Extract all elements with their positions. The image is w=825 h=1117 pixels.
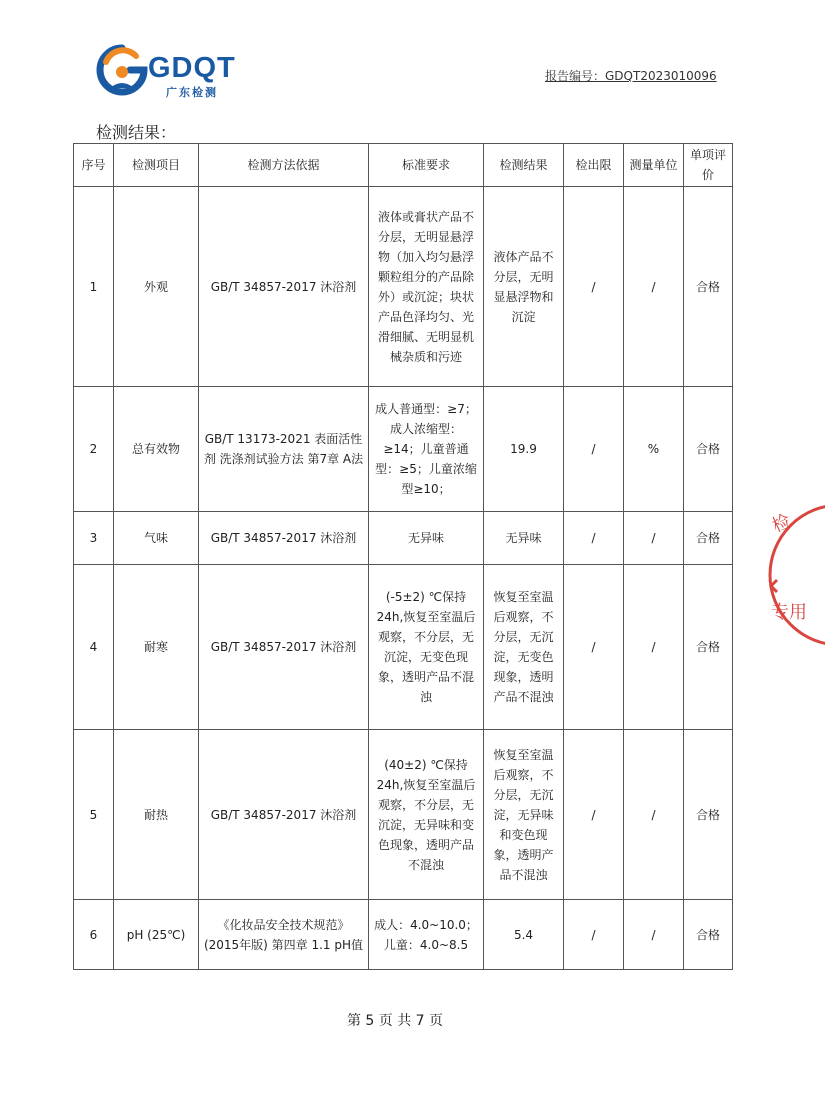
cell-unit: /	[624, 900, 684, 970]
cell-item: 气味	[114, 512, 199, 565]
table-row	[74, 900, 733, 970]
table-header-row	[74, 144, 733, 187]
inspection-stamp	[765, 500, 825, 650]
logo-subtext: 广东检测	[166, 86, 218, 99]
svg-text:专用: 专用	[771, 602, 807, 623]
header-requirement: 标准要求	[369, 144, 484, 187]
cell-no: 3	[74, 512, 114, 565]
cell-limit: /	[564, 387, 624, 512]
cell-method: GB/T 34857-2017 沐浴剂	[199, 730, 369, 900]
page-number: 第 5 页 共 7 页	[346, 1013, 444, 1029]
cell-requirement: 成人普通型：≥7；成人浓缩型：≥14；儿童普通型：≥5；儿童浓缩型≥10；	[369, 387, 484, 512]
cell-method: GB/T 13173-2021 表面活性剂 洗涤剂试验方法 第7章 A法	[199, 387, 369, 512]
cell-limit: /	[564, 565, 624, 730]
header-method: 检测方法依据	[199, 144, 369, 187]
cell-evaluation: 合格	[684, 512, 733, 565]
cell-requirement: (40±2) ℃保持24h,恢复至室温后观察，不分层，无沉淀，无异味和变色现象，透明产品不混浊	[369, 730, 484, 900]
header-unit: 测量单位	[624, 144, 684, 187]
cell-evaluation: 合格	[684, 565, 733, 730]
cell-result: 恢复至室温后观察，不分层，无沉淀，无变色现象，透明产品不混浊	[484, 565, 564, 730]
cell-no: 5	[74, 730, 114, 900]
cell-result: 19.9	[484, 387, 564, 512]
svg-text:检: 检	[769, 510, 795, 538]
cell-result: 液体产品不分层，无明显悬浮物和沉淀	[484, 187, 564, 387]
cell-unit: /	[624, 512, 684, 565]
logo-emblem-icon	[96, 44, 148, 96]
cell-requirement: (-5±2) ℃保持24h,恢复至室温后观察，不分层，无沉淀，无变色现象，透明产品不混浊	[369, 565, 484, 730]
cell-no: 1	[74, 187, 114, 387]
stamp-seal-icon	[765, 500, 825, 650]
cell-method: GB/T 34857-2017 沐浴剂	[199, 187, 369, 387]
cell-item: 外观	[114, 187, 199, 387]
cell-item: 耐寒	[114, 565, 199, 730]
results-table	[73, 143, 733, 970]
cell-evaluation: 合格	[684, 387, 733, 512]
header-limit: 检出限	[564, 144, 624, 187]
logo-text: GDQT	[148, 52, 236, 84]
report-number: 报告编号：GDQT2023010096	[545, 69, 717, 83]
cell-unit: /	[624, 565, 684, 730]
cell-result: 5.4	[484, 900, 564, 970]
cell-result: 恢复至室温后观察，不分层，无沉淀，无异味和变色现象，透明产品不混浊	[484, 730, 564, 900]
cell-evaluation: 合格	[684, 900, 733, 970]
cell-unit: %	[624, 387, 684, 512]
header-result: 检测结果	[484, 144, 564, 187]
cell-item: pH (25℃)	[114, 900, 199, 970]
cell-requirement: 成人：4.0~10.0；儿童：4.0~8.5	[369, 900, 484, 970]
cell-evaluation: 合格	[684, 187, 733, 387]
cell-limit: /	[564, 730, 624, 900]
cell-limit: /	[564, 512, 624, 565]
company-logo	[96, 44, 236, 100]
cell-evaluation: 合格	[684, 730, 733, 900]
table-row	[74, 187, 733, 387]
section-title: 检测结果：	[96, 123, 177, 142]
cell-unit: /	[624, 730, 684, 900]
cell-limit: /	[564, 187, 624, 387]
header-item: 检测项目	[114, 144, 199, 187]
cell-requirement: 无异味	[369, 512, 484, 565]
table-row	[74, 512, 733, 565]
table-row	[74, 730, 733, 900]
cell-method: 《化妆品安全技术规范》(2015年版) 第四章 1.1 pH值	[199, 900, 369, 970]
cell-no: 2	[74, 387, 114, 512]
cell-method: GB/T 34857-2017 沐浴剂	[199, 512, 369, 565]
header-evaluation: 单项评价	[684, 144, 733, 187]
cell-no: 4	[74, 565, 114, 730]
table-row	[74, 565, 733, 730]
cell-requirement: 液体或膏状产品不分层，无明显悬浮物（加入均匀悬浮颗粒组分的产品除外）或沉淀；块状产品色泽均匀、光滑细腻、无明显机械杂质和污迹	[369, 187, 484, 387]
table-row	[74, 387, 733, 512]
cell-method: GB/T 34857-2017 沐浴剂	[199, 565, 369, 730]
cell-item: 耐热	[114, 730, 199, 900]
cell-result: 无异味	[484, 512, 564, 565]
cell-no: 6	[74, 900, 114, 970]
cell-item: 总有效物	[114, 387, 199, 512]
cell-unit: /	[624, 187, 684, 387]
cell-limit: /	[564, 900, 624, 970]
header-no: 序号	[74, 144, 114, 187]
